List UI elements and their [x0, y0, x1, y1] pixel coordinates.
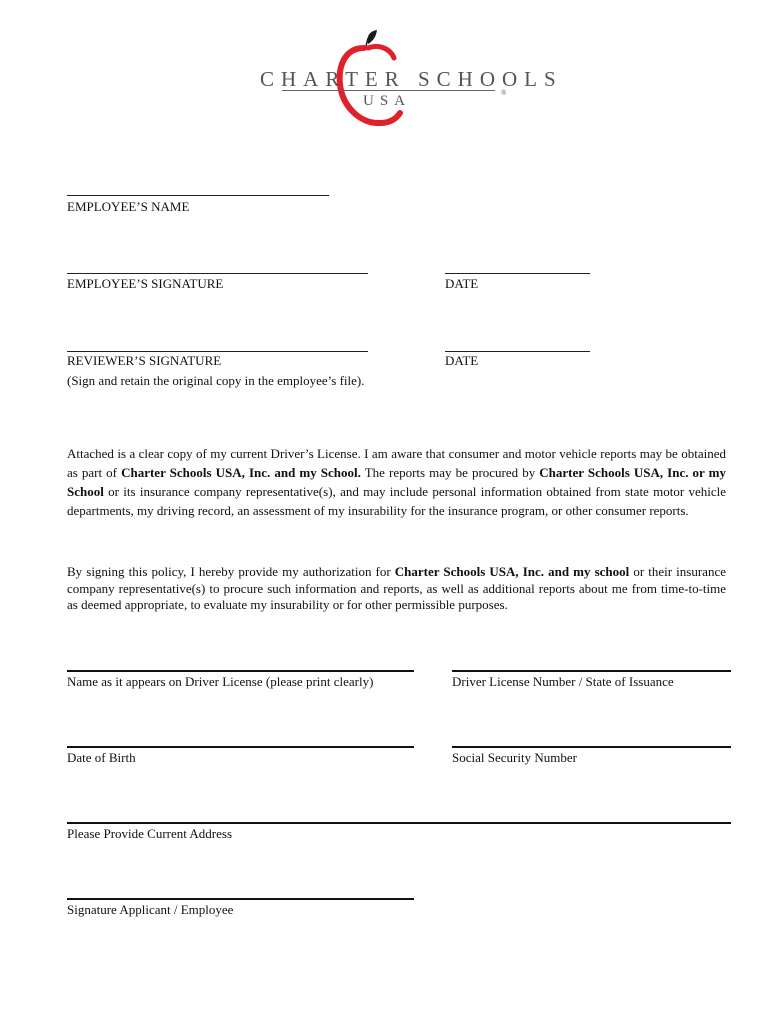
paragraph-2-bold-a: Charter Schools USA, Inc. and my school: [394, 564, 630, 579]
dob-line[interactable]: [67, 746, 414, 748]
license-name-line[interactable]: [67, 670, 414, 672]
paragraph-1-bold-b: Charter Schools USA, Inc. or my School: [67, 465, 726, 499]
logo-underline: [282, 90, 495, 91]
employee-date-label: DATE: [445, 276, 479, 291]
address-line[interactable]: [67, 822, 731, 824]
paragraph-1-text-b: The reports may be procured by: [360, 465, 540, 480]
dob-label: Date of Birth: [67, 750, 136, 765]
registered-mark: ®: [501, 89, 507, 97]
employee-name-line[interactable]: [67, 195, 329, 196]
reviewer-signature-line[interactable]: [67, 351, 368, 352]
license-number-line[interactable]: [452, 670, 731, 672]
license-consent-paragraph: [67, 444, 726, 520]
ssn-label: Social Security Number: [452, 750, 577, 765]
ssn-line[interactable]: [452, 746, 731, 748]
charter-schools-logo: [250, 26, 563, 126]
employee-date-line[interactable]: [445, 273, 590, 274]
paragraph-2-text-b: or their insurance company representative(s) to procure such information and reports, as well as additional reports about me from time-to-time as deemed appropriate, to evaluate my insurability or for other permissible purposes.: [67, 564, 726, 612]
reviewer-signature-label: REVIEWER’S SIGNATURE: [67, 353, 222, 368]
authorization-paragraph: [67, 564, 726, 614]
logo-usa: USA: [363, 93, 412, 109]
logo-name: CHARTER SCHOOLS: [260, 67, 563, 91]
license-name-label: Name as it appears on Driver License (please print clearly): [67, 674, 374, 689]
paragraph-1-text-c: or its insurance company representative(s), and may include personal information obtained from state motor vehicle departments, my driving record, an assessment of my insurability for the insurance program, or other consumer reports.: [67, 484, 726, 518]
employee-signature-label: EMPLOYEE’S SIGNATURE: [67, 276, 224, 291]
license-number-label: Driver License Number / State of Issuance: [452, 674, 674, 689]
applicant-signature-line[interactable]: [67, 898, 414, 900]
reviewer-note: (Sign and retain the original copy in the employee’s file).: [67, 373, 365, 388]
address-label: Please Provide Current Address: [67, 826, 233, 841]
paragraph-1-bold-a: Charter Schools USA, Inc. and my School.: [121, 465, 361, 480]
paragraph-2-text-a: By signing this policy, I hereby provide my authorization for: [67, 564, 395, 579]
employee-signature-line[interactable]: [67, 273, 368, 274]
employee-name-label: EMPLOYEE’S NAME: [67, 199, 190, 214]
applicant-signature-label: Signature Applicant / Employee: [67, 902, 234, 917]
paragraph-1-text-a: Attached is a clear copy of my current Driver’s License. I am aware that consumer and motor vehicle reports may be obtained as part of: [67, 446, 726, 480]
reviewer-date-label: DATE: [445, 353, 479, 368]
reviewer-date-line[interactable]: [445, 351, 590, 352]
